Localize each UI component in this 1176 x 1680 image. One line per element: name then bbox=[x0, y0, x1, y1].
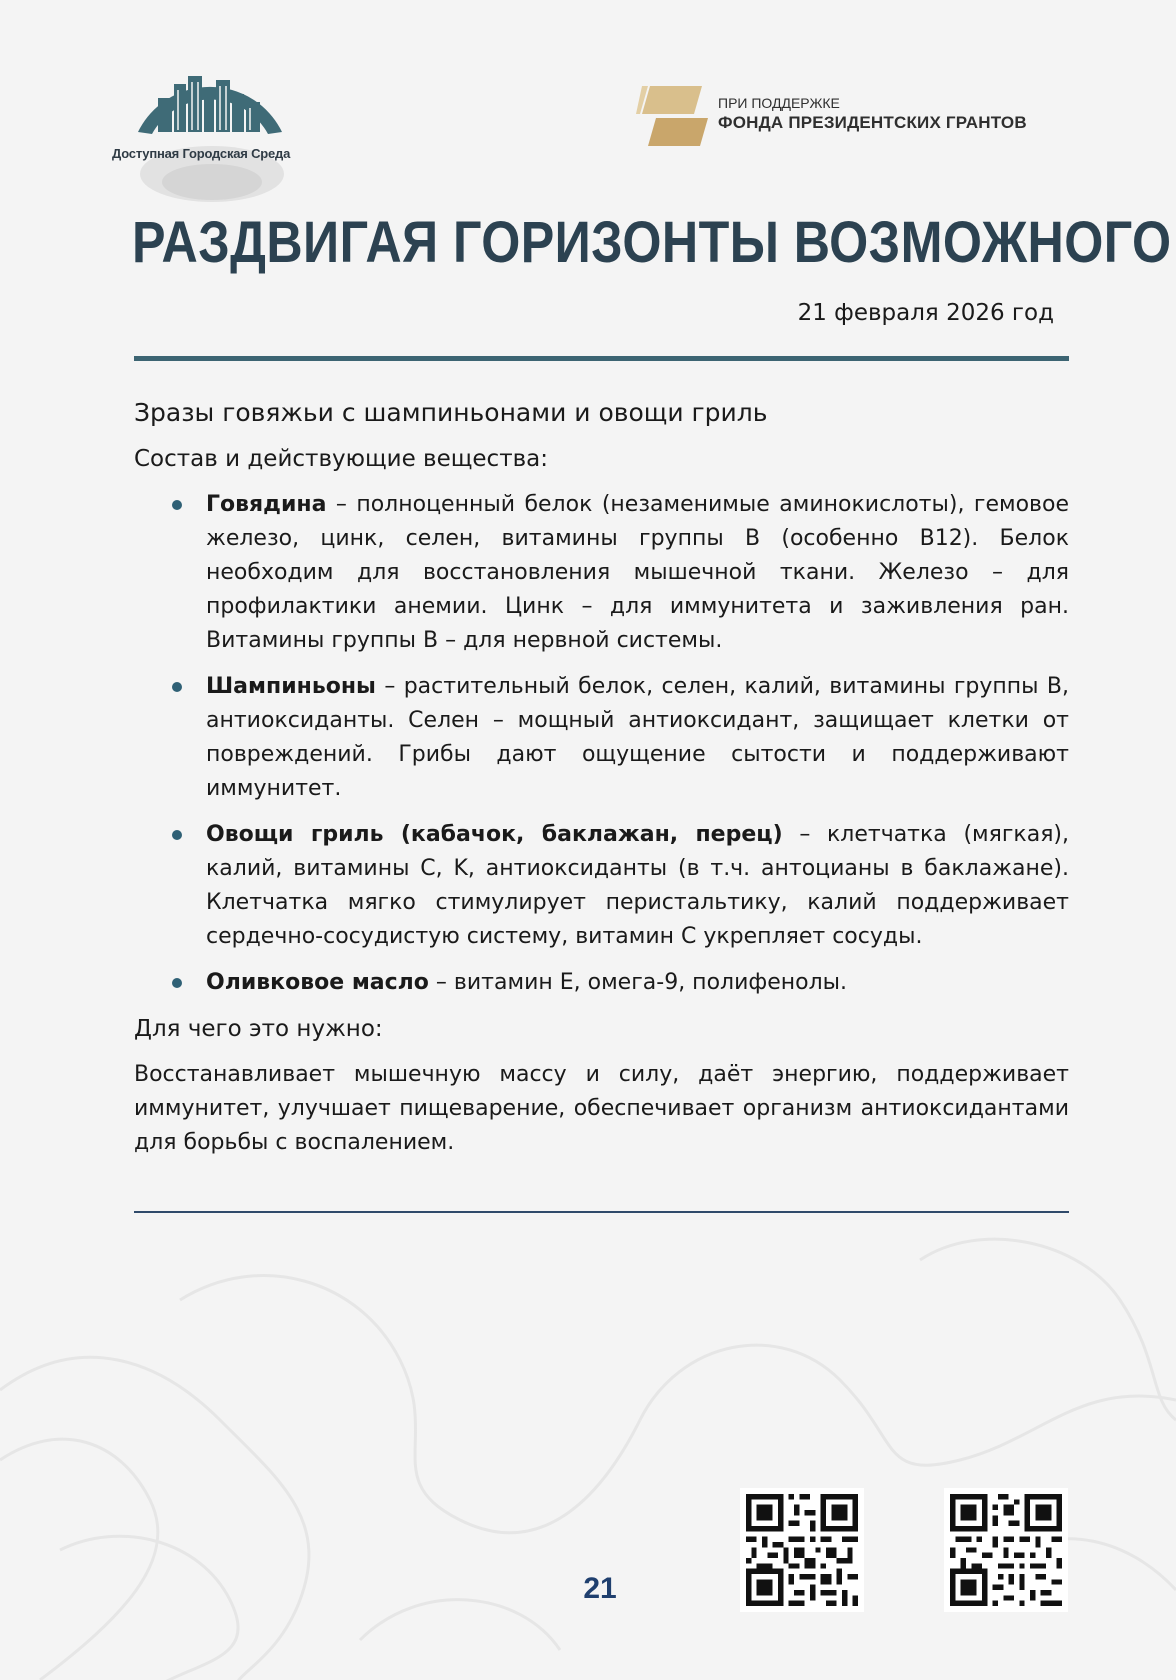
dish-title: Зразы говяжьи с шампиньонами и овощи гриль bbox=[134, 398, 768, 427]
ingredient-list bbox=[134, 488, 1069, 1000]
qr-code-icon bbox=[746, 1494, 858, 1606]
logo-caption: Доступная Городская Среда bbox=[112, 146, 291, 161]
ingredient-name: Оливковое масло bbox=[206, 970, 429, 995]
grant-line-2: ФОНДА ПРЕЗИДЕНТСКИХ ГРАНТОВ bbox=[718, 113, 1027, 132]
bullet-icon bbox=[172, 830, 182, 840]
qr-code[interactable] bbox=[740, 1488, 864, 1612]
accessible-city-logo bbox=[108, 72, 328, 212]
ingredient-item bbox=[134, 818, 1069, 954]
page-number: 21 bbox=[583, 1572, 617, 1605]
ingredient-item bbox=[134, 488, 1069, 658]
article bbox=[134, 394, 1069, 1160]
ingredient-name: Шампиньоны bbox=[206, 674, 376, 699]
ingredient-description: – клетчатка (мягкая), калий, витамины C, K, антиоксиданты (в т.ч. антоцианы в баклажане). Клетчатка мягко стимулирует перистальтику, калий поддерживает сердечно-сосудистую систему, витамин C укрепляет сосуды. bbox=[206, 822, 1069, 949]
purpose-text: Восстанавливает мышечную массу и силу, даёт энергию, поддерживает иммунитет, улучшает пищеварение, обеспечивает организм антиоксидантами для борьбы с воспалением. bbox=[134, 1062, 1069, 1155]
purpose-heading: Для чего это нужно: bbox=[134, 1016, 383, 1042]
qr-code[interactable] bbox=[944, 1488, 1068, 1612]
composition-heading: Состав и действующие вещества: bbox=[134, 446, 548, 472]
header-divider bbox=[134, 356, 1069, 361]
grant-line-1: ПРИ ПОДДЕРЖКЕ bbox=[718, 95, 840, 111]
issue-date: 21 февраля 2026 год bbox=[797, 300, 1054, 326]
ingredient-item bbox=[134, 966, 1069, 1000]
bullet-icon bbox=[172, 500, 182, 510]
ingredient-name: Говядина bbox=[206, 492, 327, 517]
ingredient-description: – полноценный белок (незаменимые аминокислоты), гемовое железо, цинк, селен, витамины группы B (особенно B12). Белок необходим для восстановления мышечной ткани. Железо – для профилактики анемии. Цинк – для иммунитета и заживления ран. Витамины группы B – для нервной системы. bbox=[206, 492, 1069, 653]
bullet-icon bbox=[172, 978, 182, 988]
qr-code-icon bbox=[950, 1494, 1062, 1606]
ingredient-description: – растительный белок, селен, калий, витамины группы B, антиоксиданты. Селен – мощный антиоксидант, защищает клетки от повреждений. Грибы дают ощущение сытости и поддерживают иммунитет. bbox=[206, 674, 1069, 801]
ingredient-description: – витамин E, омега-9, полифенолы. bbox=[428, 970, 847, 995]
presidential-grants-logo bbox=[636, 84, 1076, 148]
city-skyline-icon bbox=[108, 72, 328, 212]
bullet-icon bbox=[172, 682, 182, 692]
footer-divider bbox=[134, 1211, 1069, 1213]
ingredient-item bbox=[134, 670, 1069, 806]
page-title: РАЗДВИГАЯ ГОРИЗОНТЫ ВОЗМОЖНОГО bbox=[132, 210, 1172, 275]
grant-fund-icon bbox=[636, 84, 716, 148]
ingredient-name: Овощи гриль (кабачок, баклажан, перец) bbox=[206, 822, 783, 847]
